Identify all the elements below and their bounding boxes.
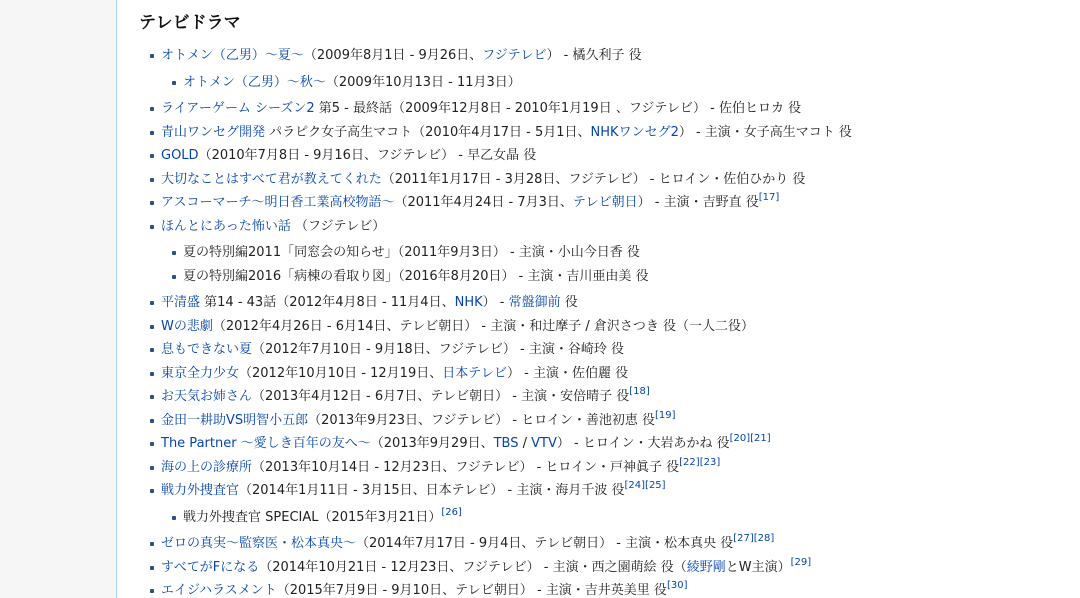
list-bullet-icon (150, 325, 154, 329)
wiki-link[interactable]: The Partner 〜愛しき百年の友へ〜 (161, 436, 371, 451)
item-text: （2012年7月10日 - 9月18日、フジテレビ） - 主演・谷崎玲 役 (252, 342, 624, 357)
drama-list-item (139, 121, 1080, 145)
item-text: （2013年10月14日 - 12月23日、フジテレビ） - ヒロイン・戸神眞子 役 (252, 459, 680, 475)
citation-ref (679, 457, 700, 468)
wiki-link[interactable]: 青山ワンセグ開発 (161, 124, 266, 140)
list-bullet-icon (150, 489, 154, 493)
drama-list-item (139, 215, 1080, 239)
wiki-link[interactable]: ライアーゲーム シーズン2 (161, 101, 315, 116)
citation-ref (441, 507, 462, 518)
citation-link[interactable]: [23] (699, 456, 721, 468)
citation-link[interactable]: [30] (666, 580, 688, 591)
citation-link[interactable]: [27] (733, 533, 754, 544)
wiki-link[interactable]: 戦力外捜査官 (161, 483, 240, 498)
item-text: （2010年7月8日 - 9月16日、フジテレビ） - 早乙女晶 役 (198, 148, 537, 163)
list-bullet-icon (150, 419, 154, 423)
wiki-link[interactable]: エイジハラスメント (161, 583, 277, 598)
wiki-link[interactable]: 海の上の診療所 (161, 459, 253, 475)
item-text: 戦力外捜査官 SPECIAL（2015年3月21日） (183, 509, 442, 525)
drama-list-item (139, 191, 1080, 215)
citation-link[interactable]: [17] (758, 192, 780, 203)
citation-link[interactable]: [19] (654, 409, 676, 421)
list-bullet-icon (150, 107, 154, 111)
drama-sub-list-item (139, 265, 1080, 289)
item-text: （2014年10月21日 - 12月23日、フジテレビ） - 主演・西之園萌絵 役（ (259, 559, 687, 575)
citation-ref (655, 410, 676, 421)
drama-list-item (139, 44, 1080, 68)
item-text: （2009年10月13日 - 11月3日） (325, 74, 521, 90)
drama-list-item (139, 432, 1080, 456)
list-bullet-icon (172, 251, 176, 255)
citation-link[interactable]: [20] (729, 433, 751, 444)
drama-list-item (139, 315, 1080, 339)
citation-link[interactable]: [22] (679, 456, 700, 468)
drama-list-item (139, 456, 1080, 480)
drama-sub-list-item (139, 241, 1080, 265)
wiki-link[interactable]: VTV (531, 436, 557, 451)
wiki-link[interactable]: 綾野剛 (686, 559, 726, 575)
drama-list-item (139, 168, 1080, 192)
article-content (116, 0, 1080, 598)
item-text: / (518, 436, 532, 451)
list-bullet-icon (172, 516, 176, 520)
citation-link[interactable]: [21] (750, 433, 771, 444)
item-text: （2011年4月24日 - 7月3日、 (394, 195, 573, 210)
wiki-link[interactable]: 金田一耕助VS明智小五郎 (161, 412, 309, 428)
item-text: （2015年7月9日 - 9月10日、テレビ朝日） - 主演・吉井英美里 役 (276, 583, 667, 598)
item-text: ） - 主演・佐伯麗 役 (506, 365, 629, 381)
wiki-link[interactable]: 常盤御前 (508, 295, 561, 310)
drama-list-item (139, 556, 1080, 580)
wiki-link[interactable]: GOLD (161, 148, 199, 163)
wiki-link[interactable]: オトメン（乙男）〜秋〜 (183, 74, 326, 90)
drama-list-item (139, 579, 1080, 598)
wiki-link[interactable]: NHK (454, 295, 483, 310)
item-text: （フジテレビ） (290, 218, 386, 234)
item-text: とW主演） (725, 559, 791, 575)
wiki-link[interactable]: 息もできない夏 (161, 342, 253, 357)
wiki-link[interactable]: 大切なことはすべて君が教えてくれた (161, 171, 382, 187)
drama-list-item (139, 362, 1080, 386)
list-bullet-icon (150, 542, 154, 546)
list-bullet-icon (172, 275, 176, 279)
list-bullet-icon (150, 466, 154, 470)
item-text: （2012年4月26日 - 6月14日、テレビ朝日） - 主演・和辻摩子 / 倉沢さつき 役（一人二役） (212, 318, 754, 334)
citation-link[interactable]: [24] (624, 480, 646, 491)
citation-ref (667, 580, 688, 591)
list-bullet-icon (172, 81, 176, 85)
item-text: ） - 橘久利子 役 (546, 48, 642, 63)
drama-list-item (139, 338, 1080, 362)
drama-sub-list-item (139, 506, 1080, 530)
item-text: 第5 - 最終話（2009年12月8日 - 2010年1月19日 、フジテレビ） - 佐伯ヒロカ 役 (314, 101, 802, 116)
wiki-link[interactable]: 日本テレビ (442, 365, 507, 381)
wiki-link[interactable]: テレビ朝日 (572, 195, 638, 210)
list-bullet-icon (150, 348, 154, 352)
citation-ref (645, 480, 666, 491)
citation-ref (754, 533, 775, 544)
citation-ref (730, 433, 751, 444)
citation-ref (791, 557, 812, 568)
list-bullet-icon (150, 131, 154, 135)
list-bullet-icon (150, 201, 154, 205)
drama-list-item (139, 532, 1080, 556)
drama-list-item (139, 479, 1080, 503)
item-text: 夏の特別編2016「病棟の看取り図」（2016年8月20日） - 主演・吉川亜由美 役 (183, 268, 649, 284)
item-text: ） - 主演・女子高生マコト 役 (678, 124, 852, 140)
citation-link[interactable]: [25] (645, 480, 666, 491)
drama-sub-list-item (139, 71, 1080, 95)
wiki-link[interactable]: Wの悲劇 (161, 318, 213, 334)
drama-list (139, 44, 1080, 598)
item-text: ） - 主演・吉野直 役 (637, 195, 759, 210)
list-bullet-icon (150, 178, 154, 182)
list-bullet-icon (150, 566, 154, 570)
citation-link[interactable]: [18] (629, 386, 650, 397)
citation-link[interactable]: [28] (753, 533, 775, 544)
item-text: （2014年1月11日 - 3月15日、日本テレビ） - 主演・海月千波 役 (239, 483, 625, 498)
list-bullet-icon (150, 372, 154, 376)
drama-list-item (139, 409, 1080, 433)
wiki-link[interactable]: 平清盛 (161, 295, 201, 310)
item-text: パラピク女子高生マコト（2010年4月17日 - 5月1日、 (265, 124, 591, 140)
citation-ref (629, 386, 650, 397)
drama-list-item (139, 385, 1080, 409)
citation-ref (759, 192, 780, 203)
list-bullet-icon (150, 442, 154, 446)
item-text: ） - (482, 295, 509, 310)
wiki-link[interactable]: フジテレビ (482, 48, 547, 63)
wiki-link[interactable]: アスコーマーチ〜明日香工業高校物語〜 (161, 195, 395, 210)
wiki-link[interactable]: TBS (493, 436, 519, 451)
citation-link[interactable]: [29] (790, 556, 812, 568)
list-bullet-icon (150, 154, 154, 158)
item-text: （2011年1月17日 - 3月28日、フジテレビ） - ヒロイン・佐伯ひかり 役 (381, 171, 806, 187)
item-text: 第14 - 43話（2012年4月8日 - 11月4日、 (200, 295, 455, 310)
list-bullet-icon (150, 301, 154, 305)
item-text: （2009年8月1日 - 9月26日、 (303, 48, 483, 63)
list-bullet-icon (150, 54, 154, 58)
item-text: （2013年9月23日、フジテレビ） - ヒロイン・善池初恵 役 (308, 412, 655, 428)
item-text: （2012年10月10日 - 12月19日、 (239, 365, 443, 381)
drama-list-item (139, 144, 1080, 168)
wiki-link[interactable]: 東京全力少女 (161, 365, 240, 381)
wiki-link[interactable]: オトメン（乙男）〜夏〜 (161, 48, 304, 63)
list-bullet-icon (150, 395, 154, 399)
section-heading: テレビドラマ (139, 13, 241, 33)
drama-list-item (139, 291, 1080, 315)
item-text: （2013年4月12日 - 6月7日、テレビ朝日） - 主演・安倍晴子 役 (252, 389, 630, 404)
wiki-link[interactable]: ゼロの真実〜監察医・松本真央〜 (161, 536, 357, 551)
item-text: （2014年7月17日 - 9月4日、テレビ朝日） - 主演・松本真央 役 (356, 536, 734, 551)
item-text: ） - ヒロイン・大岩あかね 役 (556, 436, 730, 451)
drama-list-item (139, 97, 1080, 121)
wiki-link[interactable]: お天気お姉さん (161, 389, 253, 404)
item-text: 役 (560, 295, 578, 310)
wiki-link[interactable]: NHKワンセグ2 (590, 124, 679, 140)
citation-link[interactable]: [26] (441, 506, 462, 518)
list-bullet-icon (150, 225, 154, 229)
citation-ref (625, 480, 646, 491)
list-bullet-icon (150, 589, 154, 593)
citation-ref (750, 433, 771, 444)
citation-ref (733, 533, 754, 544)
wiki-link[interactable]: すべてがFになる (161, 559, 260, 575)
item-text: （2013年9月29日、 (370, 436, 494, 451)
citation-ref (700, 457, 721, 468)
wiki-link[interactable]: ほんとにあった怖い話 (161, 218, 291, 234)
item-text: 夏の特別編2011「同窓会の知らせ」（2011年9月3日） - 主演・小山今日香 役 (183, 245, 640, 260)
